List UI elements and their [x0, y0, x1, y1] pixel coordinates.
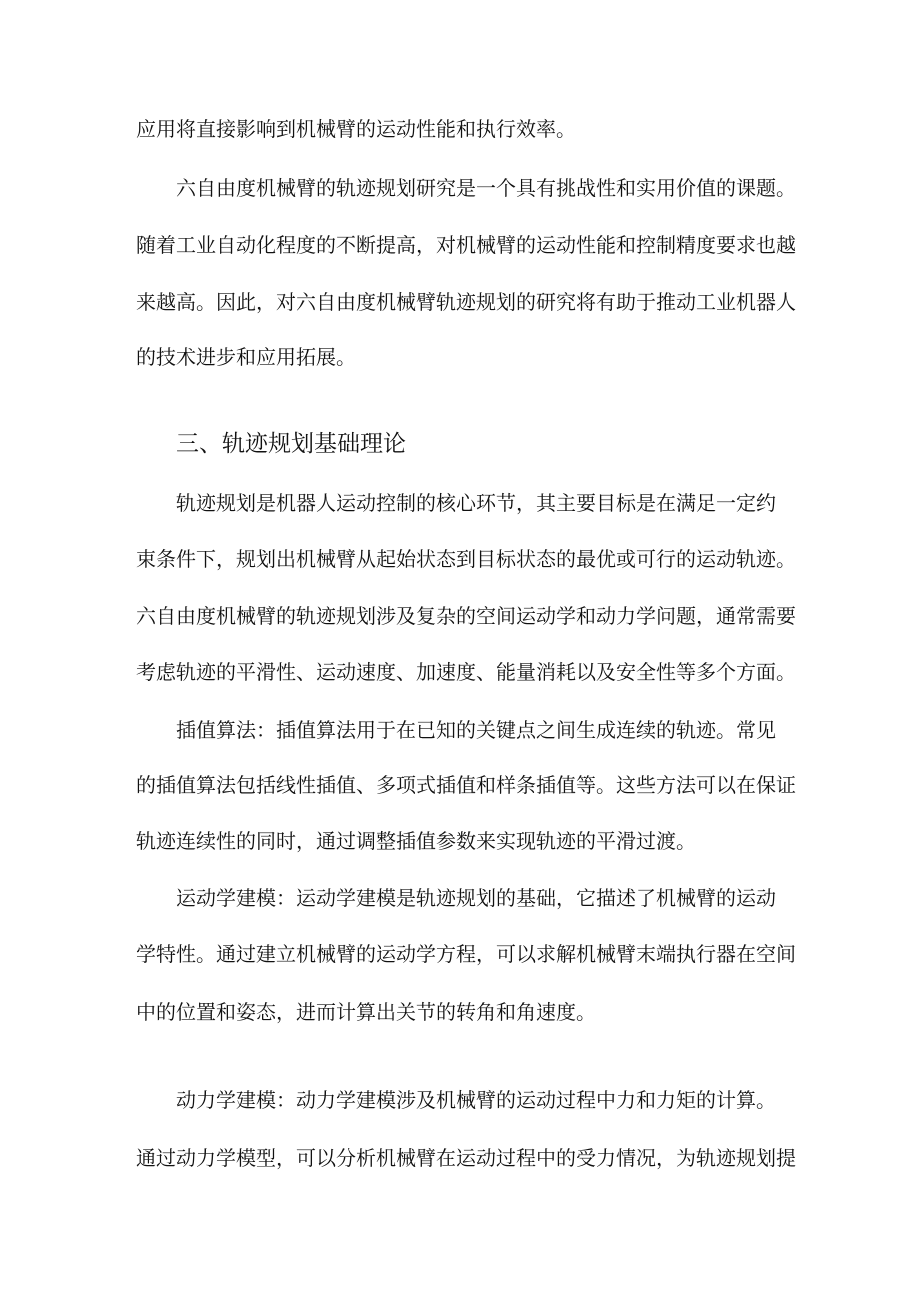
paragraph-line: 轨迹连续性的同时，通过调整插值参数来实现轨迹的平滑过渡。: [136, 829, 696, 853]
paragraph-line: 六自由度机械臂的轨迹规划涉及复杂的空间运动学和动力学问题，通常需要: [136, 604, 796, 628]
paragraph-line: 中的位置和姿态，进而计算出关节的转角和角速度。: [136, 1000, 596, 1024]
paragraph-line: 考虑轨迹的平滑性、运动速度、加速度、能量消耗以及安全性等多个方面。: [136, 660, 796, 684]
paragraph-line: 六自由度机械臂的轨迹规划研究是一个具有挑战性和实用价值的课题。: [176, 176, 796, 200]
paragraph-line: 轨迹规划是机器人运动控制的核心环节，其主要目标是在满足一定约: [176, 491, 776, 515]
paragraph-line: 动力学建模：动力学建模涉及机械臂的运动过程中力和力矩的计算。: [176, 1088, 776, 1112]
paragraph-line: 应用将直接影响到机械臂的运动性能和执行效率。: [136, 117, 576, 141]
paragraph-line: 的技术进步和应用拓展。: [136, 345, 356, 369]
paragraph-line: 的插值算法包括线性插值、多项式插值和样条插值等。这些方法可以在保证: [136, 773, 796, 797]
paragraph-line: 束条件下，规划出机械臂从起始状态到目标状态的最优或可行的运动轨迹。: [136, 547, 796, 571]
paragraph-line: 来越高。因此，对六自由度机械臂轨迹规划的研究将有助于推动工业机器人: [136, 290, 796, 314]
section-heading: 三、轨迹规划基础理论: [176, 431, 406, 457]
paragraph-line: 学特性。通过建立机械臂的运动学方程，可以求解机械臂末端执行器在空间: [136, 942, 796, 966]
paragraph-line: 随着工业自动化程度的不断提高，对机械臂的运动性能和控制精度要求也越: [136, 233, 796, 257]
paragraph-line: 通过动力学模型，可以分析机械臂在运动过程中的受力情况，为轨迹规划提: [136, 1146, 796, 1170]
paragraph-line: 插值算法：插值算法用于在已知的关键点之间生成连续的轨迹。常见: [176, 718, 776, 742]
paragraph-line: 运动学建模：运动学建模是轨迹规划的基础，它描述了机械臂的运动: [176, 886, 776, 910]
